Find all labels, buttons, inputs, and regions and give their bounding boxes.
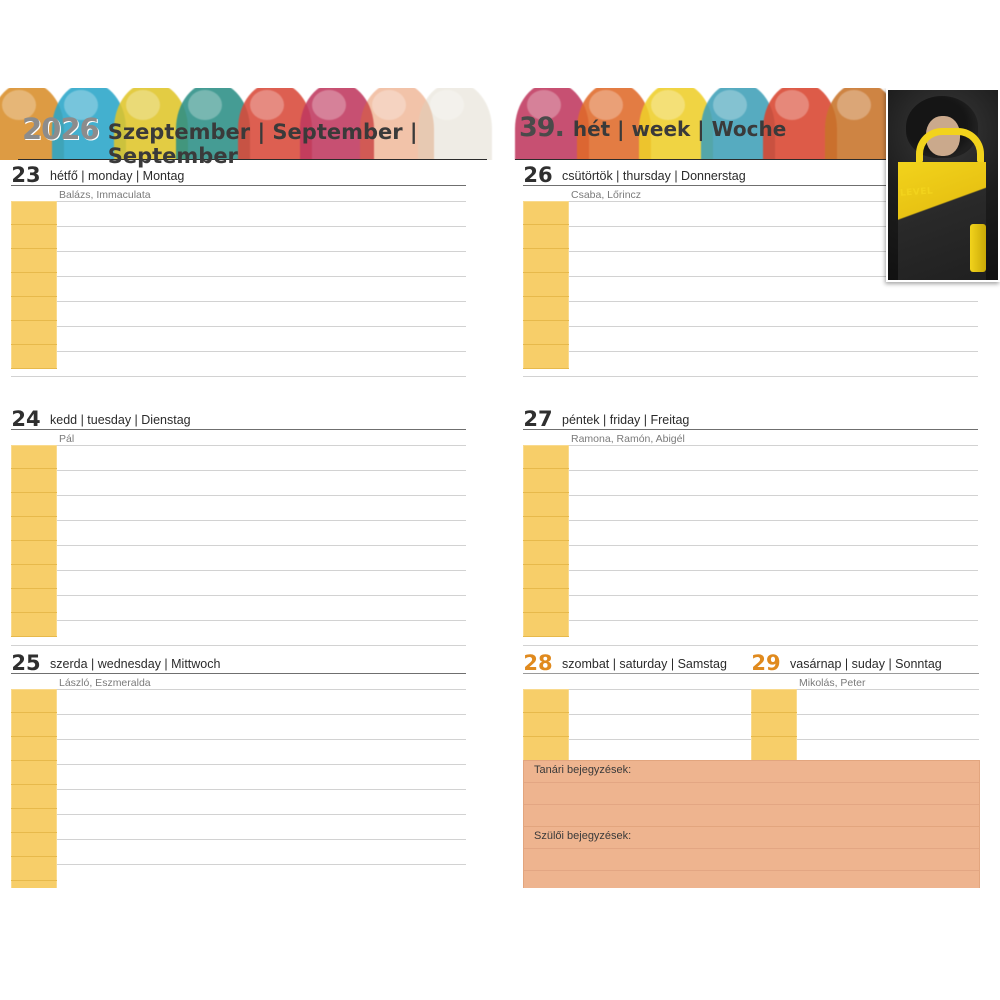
year-label: 2026 [22,112,99,146]
writing-line[interactable] [523,302,978,327]
day-block-24 [11,408,466,646]
side-column-row [11,493,57,517]
nameday-list: Balázs, Immaculata [59,189,151,201]
writing-line[interactable] [523,471,978,496]
right-page-title [519,112,786,143]
spray-can-icon [970,224,986,272]
writing-line[interactable] [11,790,466,815]
writing-line[interactable] [11,327,466,352]
side-column-row [11,761,57,785]
side-column-row [523,249,569,273]
writing-line[interactable] [523,596,978,621]
notes-label: Tanári bejegyzések: [524,761,979,783]
side-column-row [11,297,57,321]
writing-lines [11,445,466,646]
side-column-row [11,857,57,881]
side-column-row [11,201,57,225]
writing-line[interactable] [11,352,466,377]
side-column-row [523,321,569,345]
day-name: szerda | wednesday | Mittwoch [50,657,221,671]
nameday-list: Mikolás, Peter [799,677,866,689]
side-column-row [11,345,57,369]
day-number: 23 [11,163,41,187]
side-time-column[interactable] [523,445,569,637]
nameday-list: László, Eszmeralda [59,677,151,689]
day-header [523,408,978,430]
day-header [11,408,466,430]
writing-line[interactable] [11,201,466,227]
side-column-row [523,565,569,589]
side-column-row [523,297,569,321]
side-column-row [523,589,569,613]
side-column-row [11,613,57,637]
writing-line[interactable] [523,571,978,596]
side-time-column[interactable] [11,201,57,369]
writing-line[interactable] [11,546,466,571]
nameday-list: Csaba, Lőrincz [571,189,642,201]
writing-line[interactable] [11,571,466,596]
writing-line[interactable] [11,840,466,865]
side-column-row [11,589,57,613]
side-column-row [11,689,57,713]
day-number: 26 [523,163,553,187]
side-column-row [11,881,57,888]
side-column-row [523,493,569,517]
writing-line[interactable] [11,277,466,302]
writing-line[interactable] [11,227,466,252]
side-column-row [523,613,569,637]
writing-line[interactable] [523,546,978,571]
side-column-row [523,541,569,565]
side-column-row [11,469,57,493]
side-column-row [523,737,569,761]
day-number: 29 [751,651,781,675]
writing-line[interactable] [11,302,466,327]
day-block-23 [11,164,466,377]
writing-lines [523,445,978,646]
spread-container [0,88,1000,888]
writing-line[interactable] [11,865,466,888]
writing-line[interactable] [11,596,466,621]
nameday-list: Ramona, Ramón, Abigél [571,433,685,445]
notes-line[interactable] [524,871,979,888]
writing-line[interactable] [11,621,466,646]
day-name: csütörtök | thursday | Donnerstag [562,169,746,183]
side-column-row [11,273,57,297]
week-word-label: hét | week | Woche [572,117,787,141]
side-column-row [11,445,57,469]
day-header [751,652,979,674]
day-name: szombat | saturday | Samstag [562,657,727,671]
side-column-row [11,249,57,273]
writing-line[interactable] [11,765,466,790]
side-column-row [523,689,569,713]
notes-label: Szülői bejegyzések: [524,827,979,849]
day-number: 27 [523,407,553,431]
side-column-row [11,713,57,737]
day-block-28 [523,652,751,765]
writing-line[interactable] [11,445,466,471]
notes-line[interactable] [524,783,979,805]
writing-line[interactable] [11,815,466,840]
photo-caption: LEVEL [899,186,934,199]
side-time-column[interactable] [11,689,57,888]
side-column-row [751,737,797,761]
day-block-29 [751,652,979,765]
nameday-list: Pál [59,433,75,445]
side-column-row [11,321,57,345]
writing-line[interactable] [11,496,466,521]
side-time-column[interactable] [11,445,57,637]
notes-line[interactable] [524,849,979,871]
day-name: hétfő | monday | Montag [50,169,185,183]
writing-line[interactable] [11,740,466,765]
writing-lines [11,689,466,888]
notes-line[interactable] [524,805,979,827]
side-time-column[interactable] [523,201,569,369]
side-column-row [11,785,57,809]
day-block-27 [523,408,978,646]
side-column-row [11,737,57,761]
writing-line[interactable] [523,445,978,471]
writing-line[interactable] [11,715,466,740]
day-number: 28 [523,651,553,675]
day-name: vasárnap | suday | Sonntag [790,657,942,671]
day-header [523,652,751,674]
left-page [0,88,497,888]
side-column-row [11,565,57,589]
right-page [497,88,1000,888]
side-column-row [11,225,57,249]
side-column-row [523,713,569,737]
writing-line[interactable] [523,496,978,521]
writing-line[interactable] [11,521,466,546]
nameday-list [523,674,751,689]
side-column-row [523,345,569,369]
parent-notes-block[interactable] [523,826,980,888]
writing-line[interactable] [11,252,466,277]
side-column-row [11,541,57,565]
side-column-row [523,225,569,249]
writing-line[interactable] [11,471,466,496]
side-column-row [751,713,797,737]
day-number: 24 [11,407,41,431]
side-column-row [11,517,57,541]
month-label: Szeptember | September | September [107,120,418,168]
side-column-row [523,273,569,297]
day-number: 25 [11,651,41,675]
side-column-row [523,469,569,493]
day-name: kedd | tuesday | Dienstag [50,413,191,427]
cover-photo [886,88,1000,282]
week-number-label: 39. [519,112,564,143]
side-column-row [523,445,569,469]
day-name: péntek | friday | Freitag [562,413,690,427]
day-block-25 [11,652,466,888]
left-page-title [22,112,497,168]
writing-line[interactable] [11,689,466,715]
side-column-row [523,201,569,225]
writing-line[interactable] [523,327,978,352]
writing-lines [11,201,466,377]
teacher-notes-block[interactable] [523,760,980,828]
side-column-row [11,833,57,857]
day-header [11,652,466,674]
writing-line[interactable] [523,352,978,377]
writing-line[interactable] [523,621,978,646]
side-column-row [751,689,797,713]
side-column-row [523,517,569,541]
writing-line[interactable] [523,521,978,546]
side-column-row [11,809,57,833]
